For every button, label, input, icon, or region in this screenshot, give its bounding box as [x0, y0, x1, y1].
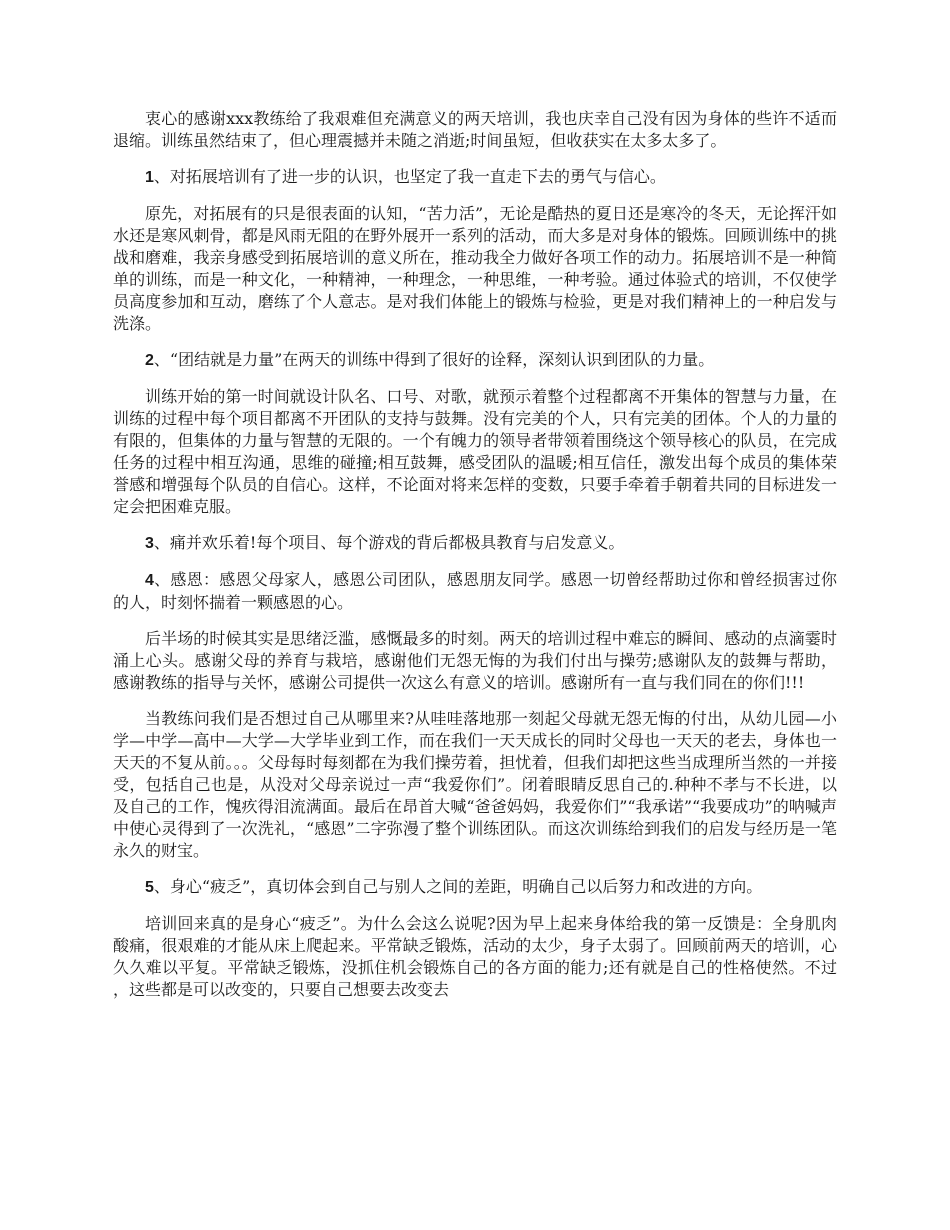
point-heading-5: 5、身心“疲乏”，真切体会到自己与别人之间的差距，明确自己以后努力和改进的方向。 [145, 877, 763, 896]
body-paragraph: 后半场的时候其实是思绪泛滥，感慨最多的时刻。两天的培训过程中难忘的瞬间、感动的点滴霎时涌上心头。感谢父母的养育与栽培，感谢他们无怨无悔的为我们付出与操劳;感谢队友的鼓舞与帮助，感谢教练的指导与关怀，感谢公司提供一次这么有意义的培训。感谢所有一直与我们同在的你们!!! [113, 629, 837, 692]
body-paragraph: 训练开始的第一时间就设计队名、口号、对歌，就预示着整个过程都离不开集体的智慧与力量，在训练的过程中每个项目都离不开团队的支持与鼓舞。没有完美的个人，只有完美的团体。个人的力量的有限的，但集体的力量与智慧的无限的。一个有魄力的领导者带领着围绕这个领导核心的队员，在完成任务的过程中相互沟通，思维的碰撞;相互鼓舞，感受团队的温暖;相互信任，激发出每个成员的集体荣誉感和增强每个队员的自信心。这样，不论面对将来怎样的变数，只要手牵着手朝着共同的目标进发一定会把困难克服。 [113, 387, 837, 516]
body-paragraph: 原先，对拓展有的只是很表面的认知，“苦力活”，无论是酷热的夏日还是寒冷的冬天，无论挥汗如水还是寒风刺骨，都是风雨无阻的在野外展开一系列的活动，而大多是对身体的锻炼。回顾训练中的挑战和磨难，我亲身感受到拓展培训的意义所在，推动我全力做好各项工作的动力。拓展培训不是一种简单的训练，而是一种文化，一种精神，一种理念，一种思维，一种考验。通过体验式的培训，不仅使学员高度参加和互动，磨练了个人意志。是对我们体能上的锻炼与检验，更是对我们精神上的一种启发与洗涤。 [113, 204, 837, 333]
body-paragraph: 培训回来真的是身心“疲乏”。为什么会这么说呢?因为早上起来身体给我的第一反馈是：全身肌肉酸痛，很艰难的才能从床上爬起来。平常缺乏锻炼，活动的太少，身子太弱了。回顾前两天的培训，心久久难以平复。平常缺乏锻炼，没抓住机会锻炼自己的各方面的能力;还有就是自己的性格使然。不过，这些都是可以改变的，只要自己想要去改变去 [113, 914, 837, 999]
point-heading-4: 4、感恩：感恩父母家人，感恩公司团队，感恩朋友同学。感恩一切曾经帮助过你和曾经损害过你的人，时刻怀揣着一颗感恩的心。 [113, 570, 837, 612]
intro-paragraph: 衷心的感谢xxx教练给了我艰难但充满意义的两天培训，我也庆幸自己没有因为身体的些许不适而退缩。训练虽然结束了，但心理震撼并未随之消逝;时间虽短，但收获实在太多太多了。 [113, 109, 837, 150]
body-paragraph: 当教练问我们是否想过自己从哪里来?从哇哇落地那一刻起父母就无怨无悔的付出，从幼儿园—小学—中学—高中—大学—大学毕业到工作，而在我们一天天成长的同时父母也一天天的老去，身体也一天天的不复从前。。。父母每时每刻都在为我们操劳着，担忧着，但我们却把这些当成理所当然的一并接受，包括自己也是，从没对父母亲说过一声“我爱你们”。闭着眼睛反思自己的.种种不孝与不长进，以及自己的工作，愧疚得泪流满面。最后在昂首大喊“爸爸妈妈，我爱你们”“我承诺”“我要成功”的呐喊声中使心灵得到了一次洗礼，“感恩”二字弥漫了整个训练团队。而这次训练给到我们的启发与经历是一笔永久的财宝。 [113, 709, 837, 860]
document-page [113, 108, 837, 1015]
point-heading-1: 1、对拓展培训有了进一步的认识，也坚定了我一直走下去的勇气与信心。 [145, 167, 666, 186]
point-heading-2: 2、“团结就是力量”在两天的训练中得到了很好的诠释，深刻认识到团队的力量。 [145, 350, 715, 369]
point-heading-3: 3、痛并欢乐着!每个项目、每个游戏的背后都极具教育与启发意义。 [145, 533, 625, 552]
